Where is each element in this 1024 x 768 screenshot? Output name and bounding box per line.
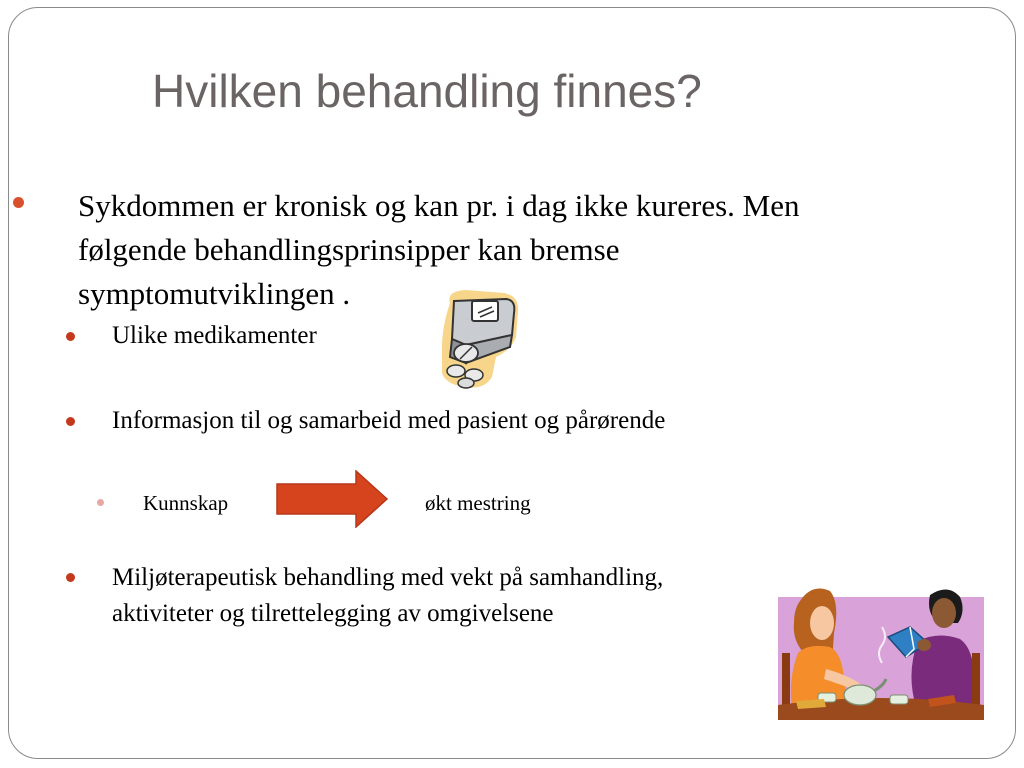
- slide-title: Hvilken behandling finnes?: [152, 65, 702, 117]
- third-bullet-dot: [97, 499, 104, 506]
- sub-bullet-dot-informasjon: [66, 417, 75, 426]
- sub-bullet-miljo: [112, 560, 663, 632]
- right-arrow-icon: [276, 470, 388, 528]
- sub-bullet-informasjon: Informasjon til og samarbeid med pasient og pårørende: [112, 407, 666, 434]
- pill-bottle-icon: [436, 287, 524, 391]
- reading-women-clipart-icon: [778, 583, 984, 720]
- main-bullet-line-1: Sykdommen er kronisk og kan pr. i dag ikke kureres. Men: [78, 188, 800, 223]
- main-bullet-line-2: følgende behandlingsprinsipper kan bremse: [78, 232, 620, 267]
- sub-bullet-medikamenter: Ulike medikamenter: [112, 322, 317, 349]
- main-bullet-line-3: symptomutviklingen .: [78, 276, 351, 311]
- main-bullet-dot: [13, 197, 24, 208]
- third-bullet-mestring: økt mestring: [425, 491, 531, 515]
- sub-bullet-dot-miljo: [66, 573, 75, 582]
- sub-bullet-miljo-line-2: aktiviteter og tilrettelegging av omgivelsene: [112, 600, 554, 627]
- third-bullet-kunnskap: Kunnskap: [143, 491, 229, 515]
- sub-bullet-dot-medikamenter: [66, 332, 75, 341]
- sub-bullet-miljo-line-1: Miljøterapeutisk behandling med vekt på samhandling,: [112, 564, 664, 591]
